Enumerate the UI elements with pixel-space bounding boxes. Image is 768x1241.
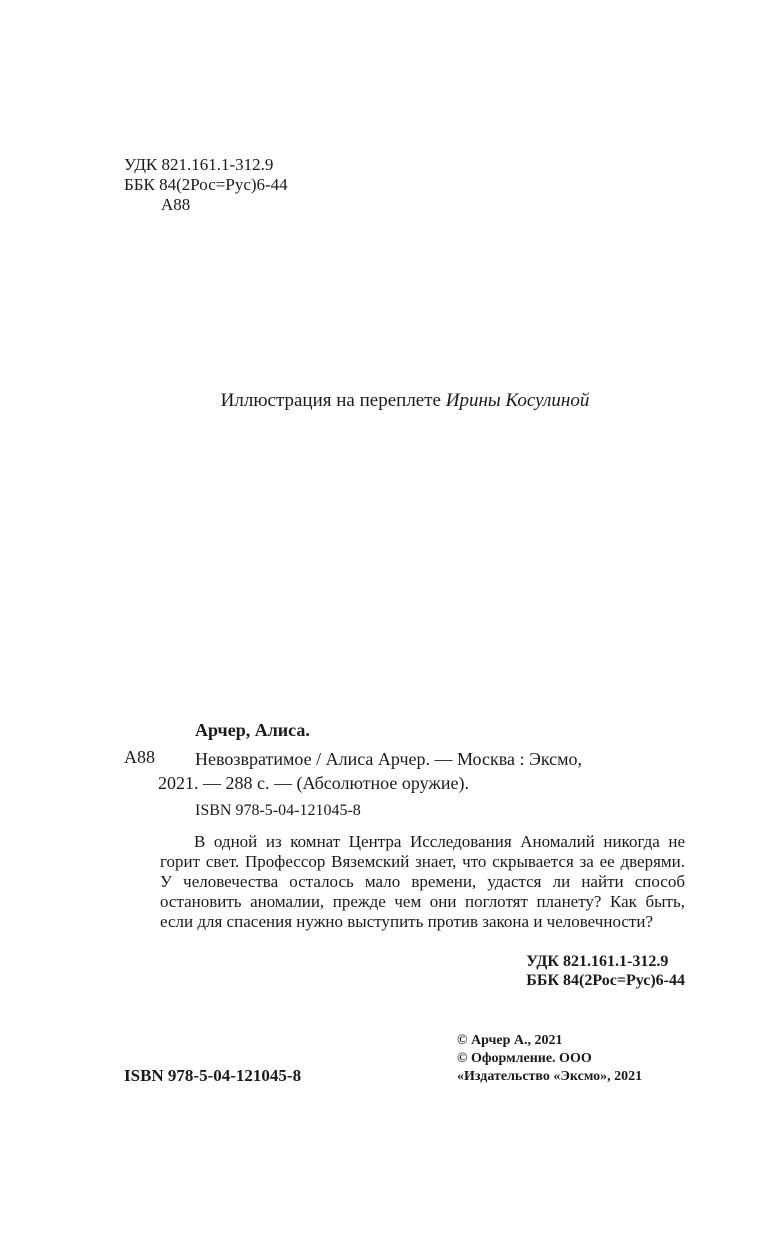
record-line-1: Невозвратимое / Алиса Арчер. — Москва : Эксмо, [195,749,583,769]
isbn: ISBN 978-5-04-121045-8 [124,1066,302,1085]
copyright-design: © Оформление. ООО [457,1051,592,1066]
annotation-text: В одной из комнат Центра Исследования Аномалий никогда не горит свет. Профессор Вяземский знает, что скрывается за ее дверями. У человечества осталось мало времени, удастся ли найти способ остановить аномалии, прежде чем они поглотят планету? Как быть, если для спасения нужно выступить против закона и человечности? [160,832,685,931]
copyright-author: © Арчер А., 2021 [457,1033,563,1048]
illustration-artist: Ирины Косулиной [445,390,590,411]
udk-code: УДК 821.161.1-312.9 [124,155,274,174]
record-author: Арчер, Алиса. [195,720,310,740]
record-line-2: 2021. — 288 с. — (Абсолютное оружие). [158,773,469,793]
illustration-prefix: Иллюстрация на переплете [220,390,446,411]
classification-codes [526,952,685,990]
record-code: А88 [124,747,155,767]
catalog-header [124,155,288,215]
copyright-block [457,1032,642,1086]
bibliographic-record [158,747,685,795]
author-sign: А88 [161,195,191,214]
classification-udk: УДК 821.161.1-312.9 [526,953,669,970]
classification-bbk: ББК 84(2Рос=Рус)6-44 [526,972,685,989]
copyright-publisher: «Издательство «Эксмо», 2021 [457,1069,643,1084]
annotation [160,832,685,932]
bbk-code: ББК 84(2Рос=Рус)6-44 [124,175,288,194]
illustration-credit [0,390,768,412]
record-isbn: ISBN 978-5-04-121045-8 [195,802,361,819]
